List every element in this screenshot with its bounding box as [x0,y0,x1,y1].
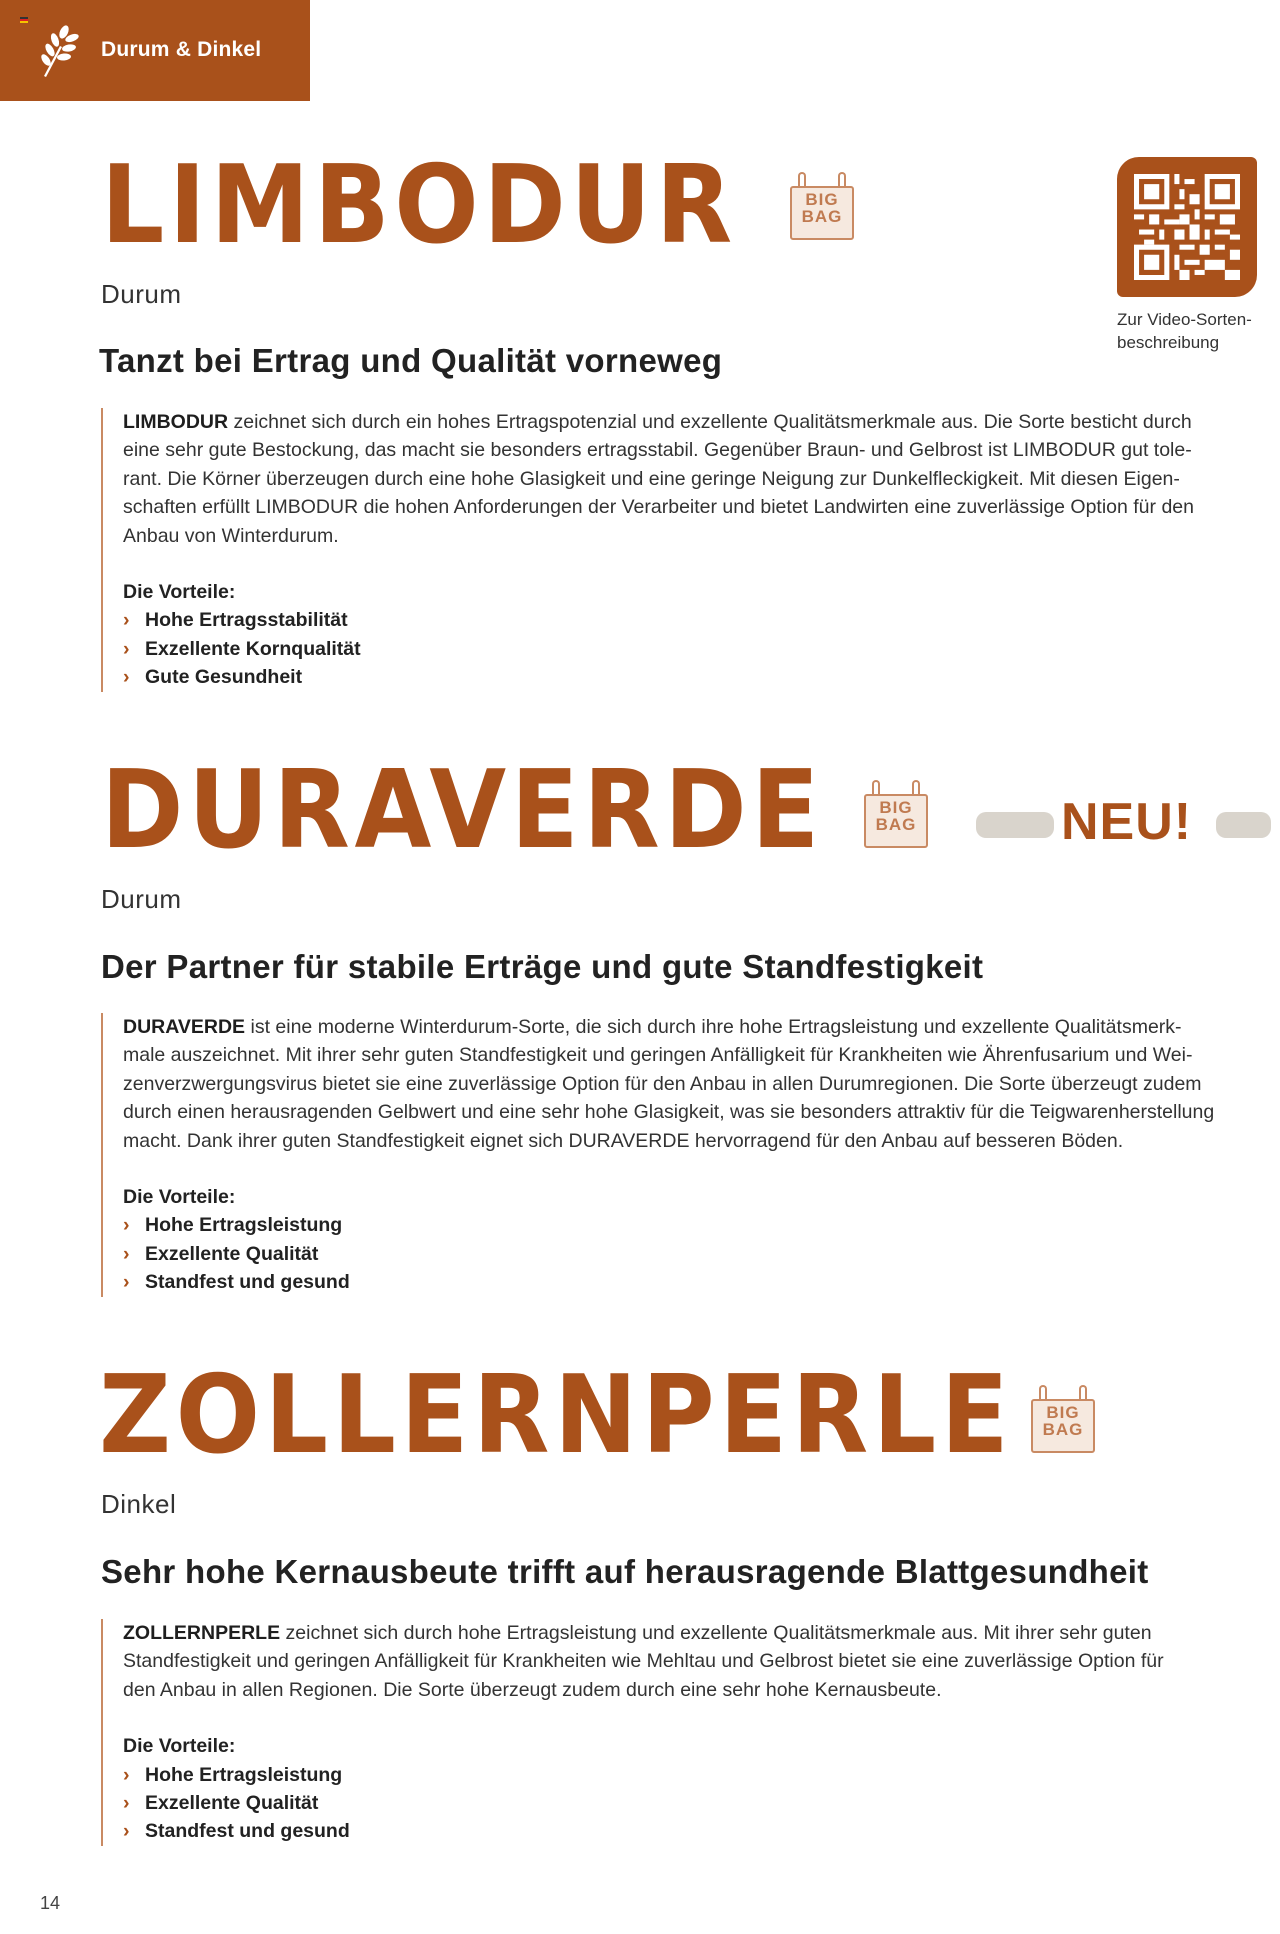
variety-description: ZOLLERNPERLE zeichnet sich durch hohe Ertragsleistung und exzellente Qualitätsmerkmale aus. Mit ihrer sehr guten Standfestigkeit und geringen Anfälligkeit für Krankheiten wie Mehltau und Gelbrost bietet sie eine zuverlässige Option für den Anbau in allen Regionen. Die Sorte überzeugt zudem durch eine sehr hohe Kernausbeute. Die Vorteile: › Hohe Ertragsleistung › Exzellente Qualität › Standfest und gesund [101,1619,1251,1846]
qr-code[interactable] [1117,157,1257,297]
chevron-right-icon: › [123,1792,130,1815]
variety-type: Durum [101,279,182,309]
bigbag-icon: BIG BAG [864,780,932,850]
chevron-right-icon: › [123,1271,130,1294]
variety-name: ZOLLERNPERLE [99,1353,1014,1478]
variety-name: DURAVERDE [101,748,824,873]
chevron-right-icon: › [123,637,130,660]
list-item: › Hohe Ertragsleistung [123,1211,1251,1239]
variety-description: LIMBODUR zeichnet sich durch ein hohes Ertragspotenzial und exzellente Qualitätsmerkmale aus. Die Sorte besticht durch eine sehr gute Bestockung, das macht sie besonders ertragsstabil. Gegenüber Braun- und Gelbrost ist LIMBODUR gut tole- rant. Die Körner überzeugen durch eine hohe Glasigkeit und eine geringe Neigung zur Dunkelfleckigkeit. Mit diesen Eigen- schaften erfüllt LIMBODUR die hohen Anforderungen der Verarbeiter und bietet Landwirten eine zuverlässige Option für den Anbau von Winterdurum. Die Vorteile: › Hohe Ertragsstabilität › Exzellente Kornqualität › Gute Gesundheit [101,408,1251,692]
list-item: › Hohe Ertragsleistung [123,1761,1251,1789]
header-title: Durum & Dinkel [101,38,262,61]
chevron-right-icon: › [123,1242,130,1265]
bigbag-icon: BIG BAG [790,172,858,242]
chevron-right-icon: › [123,1820,130,1843]
flag-icon [20,17,28,23]
bigbag-icon: BIG BAG [1031,1385,1099,1455]
page-number: 14 [40,1893,61,1913]
variety-type: Durum [101,884,182,914]
advantages-list [123,606,1251,691]
variety-description: DURAVERDE ist eine moderne Winterdurum-Sorte, die sich durch ihre hohe Ertragsleistung und exzellente Qualitätsmerk- male auszeichnet. Mit ihrer sehr guten Standfestigkeit und geringen Anfälligkeit für Krankheiten wie Ährenfusarium und Wei- zenverzwergungsvirus bietet sie eine zuverlässige Option für den Anbau in allen Durumregionen. Die Sorte überzeugt zudem durch einen herausragenden Gelbwert und eine sehr hohe Glasigkeit, was sie besonders attraktiv für die Teigwarenherstellung macht. Dank ihrer guten Standfestigkeit eignet sich DURAVERDE hervorragend für den Anbau auf besseren Böden. Die Vorteile: › Hohe Ertragsleistung › Exzellente Qualität › Standfest und gesund [101,1013,1251,1297]
list-item: › Exzellente Kornqualität [123,635,1251,663]
variety-headline: Sehr hohe Kernausbeute trifft auf herausragende Blattgesundheit [101,1553,1149,1590]
variety-type: Dinkel [101,1489,177,1519]
wheat-icon [38,24,82,78]
advantages-title: Die Vorteile: [123,581,236,604]
list-item: › Standfest und gesund [123,1268,1251,1296]
list-item: › Exzellente Qualität [123,1240,1251,1268]
advantages-title: Die Vorteile: [123,1186,236,1209]
chevron-right-icon: › [123,1214,130,1237]
list-item: › Exzellente Qualität [123,1789,1251,1817]
qr-caption: Zur Video-Sorten- beschreibung [1117,310,1252,352]
chevron-right-icon: › [123,609,130,632]
variety-name: LIMBODUR [101,143,737,268]
chevron-right-icon: › [123,666,130,689]
list-item: › Standfest und gesund [123,1817,1251,1845]
chevron-right-icon: › [123,1763,130,1786]
list-item: › Gute Gesundheit [123,663,1251,691]
advantages-title: Die Vorteile: [123,1735,236,1758]
variety-headline: Tanzt bei Ertrag und Qualität vorneweg [99,342,723,379]
qr-code-icon [1134,174,1240,280]
list-item: › Hohe Ertragsstabilität [123,606,1251,634]
new-badge: NEU! [966,792,1271,852]
advantages-list [123,1761,1251,1846]
advantages-list [123,1211,1251,1296]
variety-headline: Der Partner für stabile Erträge und gute Standfestigkeit [101,948,984,985]
header-band [0,0,310,101]
